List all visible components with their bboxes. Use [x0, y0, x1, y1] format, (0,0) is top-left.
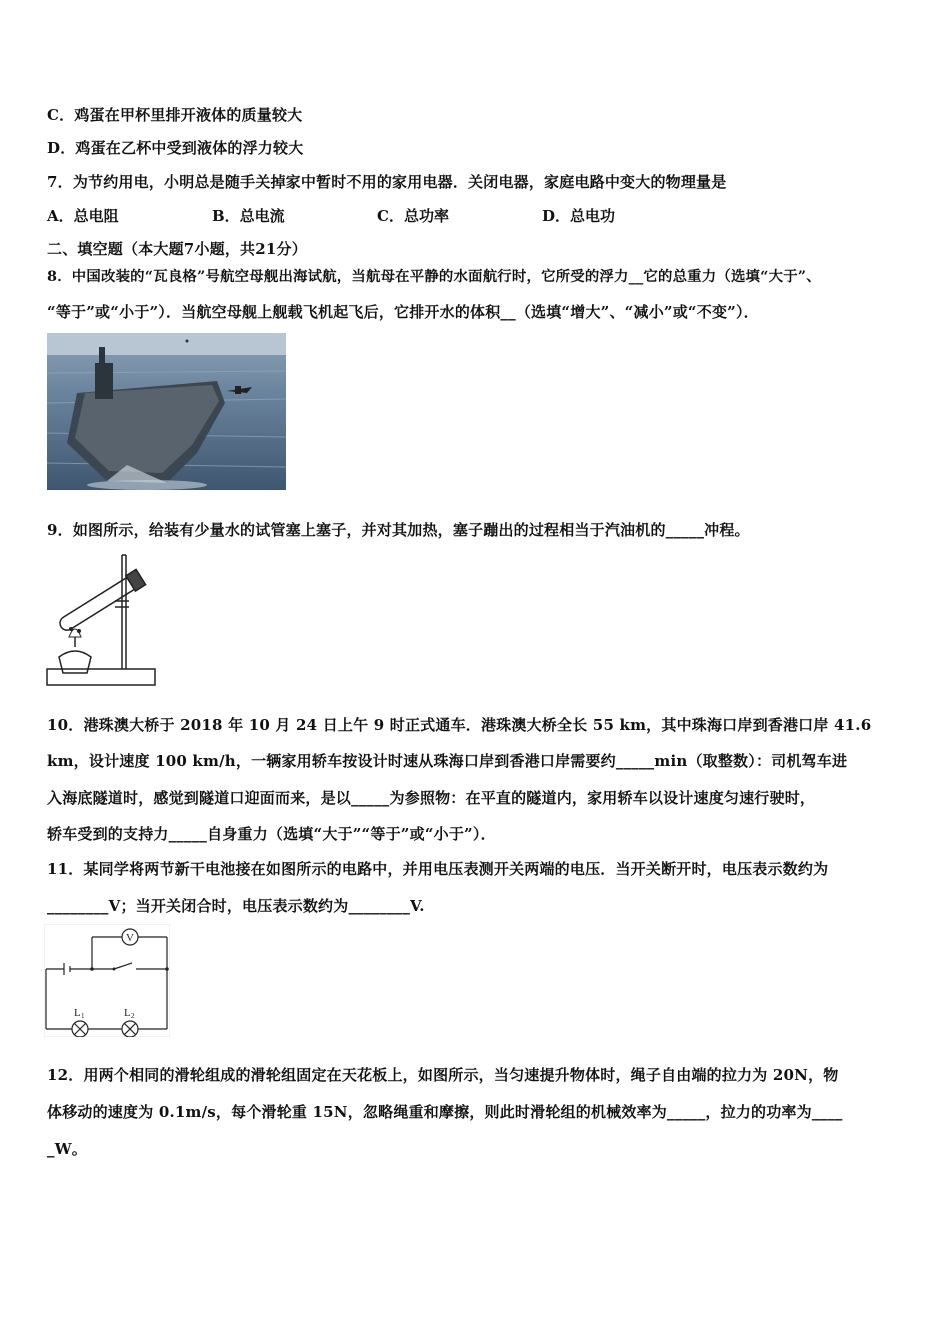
q12-line-3: _W。	[47, 1140, 87, 1158]
q10-line-1: 10．港珠澳大桥于 2018 年 10 月 24 日上午 9 时正式通车．港珠澳大桥全长 55 km，其中珠海口岸到香港口岸 41.6	[47, 716, 872, 734]
q7-option-d: D．总电功	[542, 207, 616, 225]
q11-line-1: 11．某同学将两节新干电池接在如图所示的电路中，并用电压表测开关两端的电压．当开关断开时，电压表示数约为	[47, 860, 829, 878]
voltmeter-label: V	[126, 932, 134, 944]
lamp-l2-subscript: 2	[131, 1012, 135, 1020]
aircraft-carrier-photo	[47, 333, 286, 490]
q10-line-2: km，设计速度 100 km/h，一辆家用轿车按设计时速从珠海口岸到香港口岸需要约_____min（取整数）：司机驾车进	[47, 752, 848, 770]
circuit-diagram	[44, 924, 170, 1037]
q10-line-3: 入海底隧道时，感觉到隧道口迎面而来，是以_____为参照物：在平直的隧道内，家用轿车以设计速度匀速行驶时，	[47, 789, 816, 807]
q7-option-a: A．总电阻	[47, 207, 119, 225]
q11-line-2: ________V；当开关闭合时，电压表示数约为________V.	[47, 897, 425, 915]
q10-line-4: 轿车受到的支持力_____自身重力（选填“大于”“等于”或“小于”）．	[47, 825, 496, 843]
test-tube-heating-diagram	[45, 551, 158, 687]
q6-option-c: C．鸡蛋在甲杯里排开液体的质量较大	[47, 106, 303, 124]
q12-line-2: 体移动的速度为 0.1m/s，每个滑轮重 15N，忽略绳重和摩擦，则此时滑轮组的机械效率为_____，拉力的功率为____	[47, 1103, 843, 1121]
q8-line-1: 8．中国改装的“瓦良格”号航空母舰出海试航，当航母在平静的水面航行时，它所受的浮力__它的总重力（选填“大于”、	[47, 268, 821, 285]
lamp-l1-subscript: 1	[81, 1012, 85, 1020]
q7-option-c: C．总功率	[377, 207, 449, 225]
q6-option-d: D．鸡蛋在乙杯中受到液体的浮力较大	[47, 139, 304, 157]
q7-stem: 7．为节约用电，小明总是随手关掉家中暂时不用的家用电器．关闭电器，家庭电路中变大的物理量是	[47, 173, 727, 191]
section-heading: 二、填空题（本大题7小题，共21分）	[47, 240, 307, 258]
lamp-l2-label: L	[124, 1007, 131, 1019]
q8-line-2: “等于”或“小于”）．当航空母舰上舰载飞机起飞后，它排开水的体积__（选填“增大”、“减小”或“不变”）．	[47, 303, 759, 321]
q12-line-1: 12．用两个相同的滑轮组成的滑轮组固定在天花板上，如图所示，当匀速提升物体时，绳子自由端的拉力为 20N，物	[47, 1066, 839, 1084]
lamp-l1-label: L	[74, 1007, 81, 1019]
q7-option-b: B．总电流	[212, 207, 285, 225]
q9-line-1: 9．如图所示，给装有少量水的试管塞上塞子，并对其加热，塞子蹦出的过程相当于汽油机的_____冲程。	[47, 521, 750, 539]
